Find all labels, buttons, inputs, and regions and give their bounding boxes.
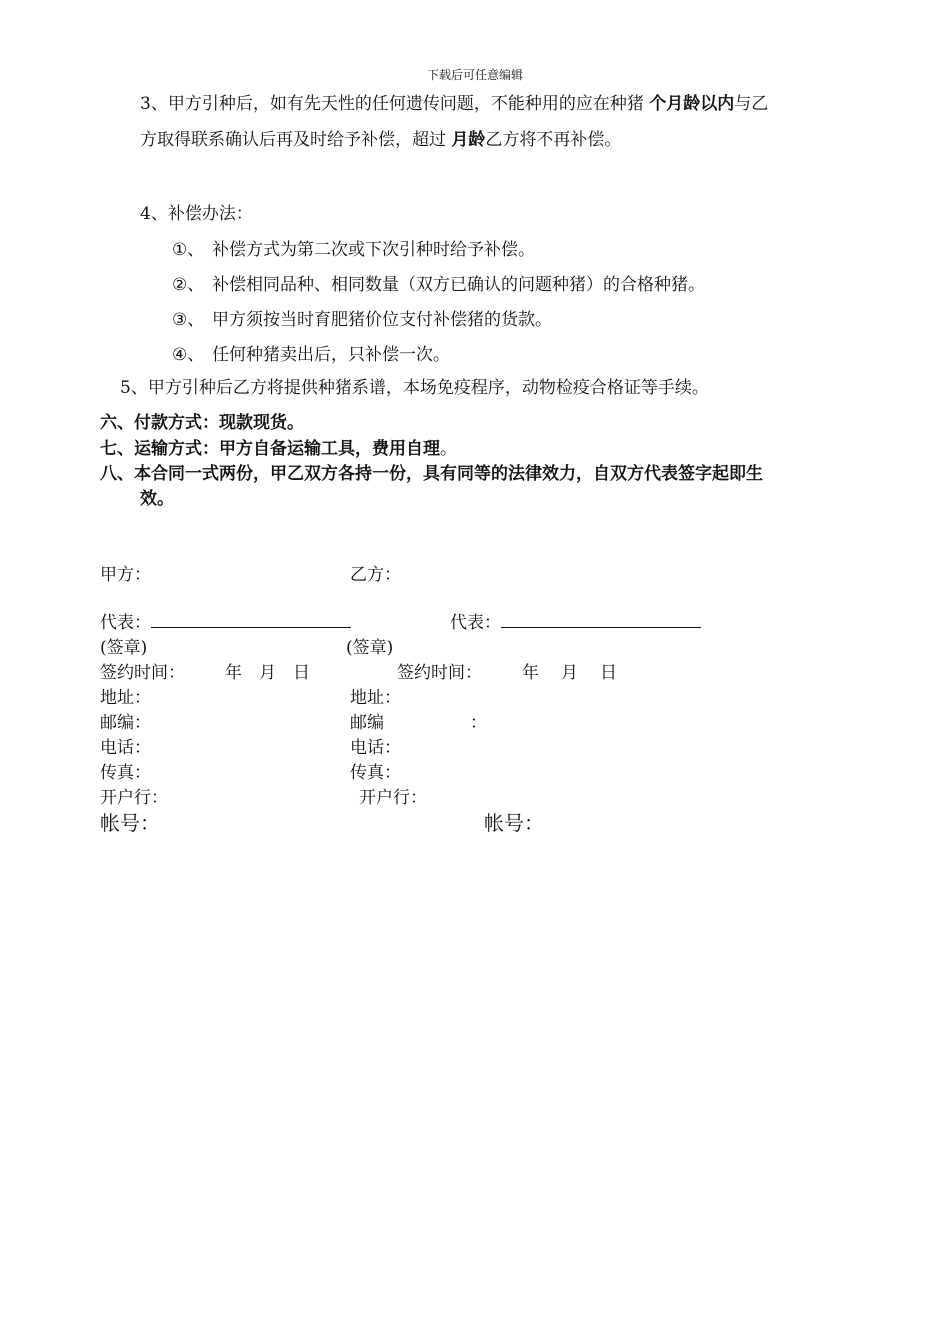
header-note: 下载后可任意编辑 (426, 68, 523, 82)
clause-3-line1 (140, 94, 768, 114)
date-a-year: 年 (225, 663, 242, 683)
phone-a-label: 电话： (100, 738, 151, 758)
party-b-label: 乙方： (350, 565, 401, 585)
rep-a (100, 608, 351, 633)
section-7-text: 七、运输方式：甲方自备运输工具，费用自理 (100, 439, 440, 459)
phone-b-label: 电话： (350, 738, 401, 758)
clause-3-text-d: 乙方将不再补偿。 (485, 130, 622, 150)
address-b-label: 地址： (350, 688, 401, 708)
item-number: ①、 (172, 240, 205, 260)
compensation-item-2 (172, 270, 705, 295)
item-number: ④、 (172, 345, 205, 365)
section-8-line2: 效。 (140, 489, 174, 509)
item-text: 补偿方式为第二次或下次引种时给予补偿。 (212, 240, 535, 260)
section-6-payment: 六、付款方式：现款现货。 (100, 413, 304, 433)
postcode-a-label: 邮编： (100, 713, 151, 733)
rep-b-signature-line[interactable] (501, 613, 701, 628)
clause-3-text-a: 3、甲方引种后，如有先天性的任何遗传问题，不能种用的应在种猪 (140, 94, 650, 114)
item-text: 甲方须按当时育肥猪价位支付补偿猪的货款。 (212, 310, 552, 330)
date-b-label: 签约时间： (397, 663, 482, 683)
fax-b-label: 传真： (350, 763, 401, 783)
clause-3-text-b: 与乙 (734, 94, 769, 114)
postcode-b-label: 邮编 (350, 713, 384, 733)
item-number: ②、 (172, 275, 205, 295)
clause-3-bold-b: 月龄 (451, 130, 486, 150)
clause-3-line2 (140, 122, 768, 158)
section-7-transport (100, 434, 457, 459)
clause-5: 5、甲方引种后乙方将提供种猪系谱，本场免疫程序，动物检疫合格证等手续。 (120, 378, 709, 398)
account-a-label: 帐号： (100, 811, 160, 835)
rep-b (450, 608, 701, 633)
clause-4-title: 4、补偿办法： (140, 204, 253, 224)
rep-a-signature-line[interactable] (151, 613, 351, 628)
clause-3-bold-a: 个月龄以内 (649, 94, 735, 114)
rep-a-label: 代表： (100, 613, 151, 633)
bank-b-label: 开户行： (359, 788, 427, 808)
date-a-label: 签约时间： (100, 663, 185, 683)
compensation-item-3 (172, 305, 552, 330)
item-text: 补偿相同品种、相同数量（双方已确认的问题种猪）的合格种猪。 (212, 275, 705, 295)
item-number: ③、 (172, 310, 205, 330)
date-b-day: 日 (600, 663, 617, 683)
date-a-month: 月 (259, 663, 276, 683)
section-8-line1: 八、本合同一式两份，甲乙双方各持一份，具有同等的法律效力，自双方代表签字起即生 (100, 464, 763, 484)
postcode-b-colon: ： (470, 713, 487, 733)
party-a-label: 甲方： (100, 565, 151, 585)
compensation-item-1 (172, 235, 535, 260)
date-b-year: 年 (522, 663, 539, 683)
compensation-item-4 (172, 340, 450, 365)
account-b-label: 帐号： (484, 811, 544, 835)
fax-a-label: 传真： (100, 763, 151, 783)
clause-3 (140, 86, 768, 158)
bank-a-label: 开户行： (100, 788, 168, 808)
clause-3-text-c: 方取得联系确认后再及时给予补偿，超过 (140, 130, 452, 150)
section-7-end: 。 (440, 439, 457, 459)
rep-b-label: 代表： (450, 613, 501, 633)
date-a-day: 日 (293, 663, 310, 683)
address-a-label: 地址： (100, 688, 151, 708)
item-text: 任何种猪卖出后，只补偿一次。 (212, 345, 450, 365)
date-b-month: 月 (561, 663, 578, 683)
seal-b: (签章) (346, 638, 394, 658)
seal-a: (签章) (100, 638, 148, 658)
